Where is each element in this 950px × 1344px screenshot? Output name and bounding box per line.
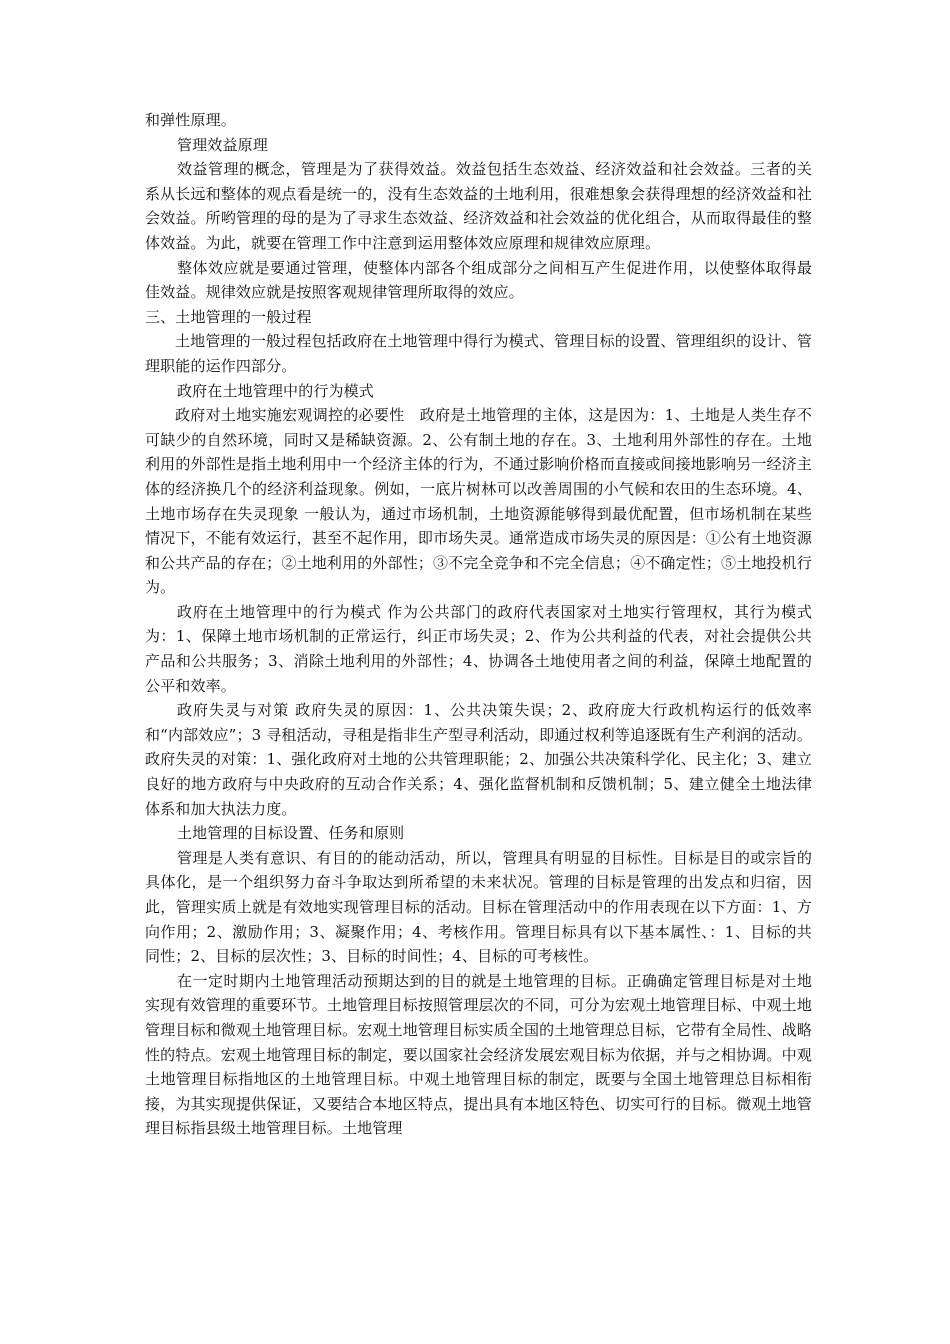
paragraph-8: 政府对土地实施宏观调控的必要性 政府是土地管理的主体，这是因为：1、土地是人类生存不可缺少的自然环境，同时又是稀缺资源。2、公有制土地的存在。3、土地利用外部性的存在。土地利用的外部性是指土地利用中一个经济主体的行为，不通过影响价格而直接或间接地影响另一经济主体的经济换几个的经济利益现象。例如，一底片树林可以改善周围的小气候和农田的生态环境。4、土地市场存在失灵现象 一般认为，通过市场机制，土地资源能够得到最优配置，但市场机制在某些情况下，不能有效运行，甚至不起作用，即市场失灵。通常造成市场失灵的原因是：①公有土地资源和公共产品的存在；②土地利用的外部性；③不完全竞争和不完全信息；④不确定性；⑤土地投机行为。 bbox=[145, 406, 812, 597]
section-heading-general-process: 三、土地管理的一般过程 bbox=[145, 307, 312, 326]
section-heading-goal-setting: 土地管理的目标设置、任务和原则 bbox=[177, 824, 405, 843]
paragraph-1: 和弹性原理。 bbox=[145, 111, 236, 129]
document-page bbox=[145, 108, 812, 1141]
section-heading-government-behavior-model: 政府在土地管理中的行为模式 bbox=[177, 381, 374, 400]
section-heading-management-benefit-principle: 管理效益原理 bbox=[177, 135, 268, 154]
paragraph-6: 土地管理的一般过程包括政府在土地管理中得行为模式、管理目标的设置、管理组织的设计、管理职能的运作四部分。 bbox=[145, 332, 812, 375]
paragraph-10: 政府失灵与对策 政府失灵的原因：1、公共决策失误；2、政府庞大行政机构运行的低效率和“内部效应”；3 寻租活动，寻租是指非生产型寻利活动，即通过权利等追逐既有生产利润的活动。政府失灵的对策：1、强化政府对土地的公共管理职能；2、加强公共决策科学化、民主化；3、建立良好的地方政府与中央政府的互动合作关系；4、强化监督机制和反馈机制；5、建立健全土地法律体系和加大执法力度。 bbox=[145, 701, 812, 818]
paragraph-9: 政府在土地管理中的行为模式 作为公共部门的政府代表国家对土地实行管理权，其行为模式为：1、保障土地市场机制的正常运行，纠正市场失灵；2、作为公共利益的代表，对社会提供公共产品和公共服务；3、消除土地利用的外部性；4、协调各土地使用者之间的利益，保障土地配置的公平和效率。 bbox=[145, 602, 812, 695]
paragraph-12: 管理是人类有意识、有目的的能动活动，所以，管理具有明显的目标性。目标是目的或宗旨的具体化，是一个组织努力奋斗争取达到所希望的未来状况。管理的目标是管理的出发点和归宿，因此，管理实质上就是有效地实现管理目标的活动。目标在管理活动中的作用表现在以下方面：1、方向作用；2、激励作用；3、凝聚作用；4、考核作用。管理目标具有以下基本属性、：1、目标的共同性；2、目标的层次性；3、目标的时间性；4、目标的可考核性。 bbox=[145, 848, 812, 966]
paragraph-13: 在一定时期内土地管理活动预期达到的目的就是土地管理的目标。正确确定管理目标是对土地实现有效管理的重要环节。土地管理目标按照管理层次的不同，可分为宏观土地管理目标、中观土地管理目标和微观土地管理目标。宏观土地管理目标实质全国的土地管理总目标，它带有全局性、战略性的特点。宏观土地管理目标的制定，要以国家社会经济发展宏观目标为依据，并与之相协调。中观土地管理目标指地区的土地管理目标。中观土地管理目标的制定，既要与全国土地管理总目标相衔接，为其实现提供保证，又要结合本地区特点，提出具有本地区特色、切实可行的目标。微观土地管理目标指县级土地管理目标。土地管理 bbox=[145, 971, 812, 1138]
paragraph-4: 整体效应就是要通过管理，使整体内部各个组成部分之间相互产生促进作用，以使整体取得最佳效益。规律效应就是按照客观规律管理所取得的效应。 bbox=[145, 258, 812, 302]
paragraph-3: 效益管理的概念，管理是为了获得效益。效益包括生态效益、经济效益和社会效益。三者的关系从长远和整体的观点看是统一的，没有生态效益的土地利用，很难想象会获得理想的经济效益和社会效益。所哟管理的母的是为了寻求生态效益、经济效益和社会效益的优化组合，从而取得最佳的整体效益。为此，就要在管理工作中注意到运用整体效应原理和规律效应原理。 bbox=[145, 160, 812, 252]
